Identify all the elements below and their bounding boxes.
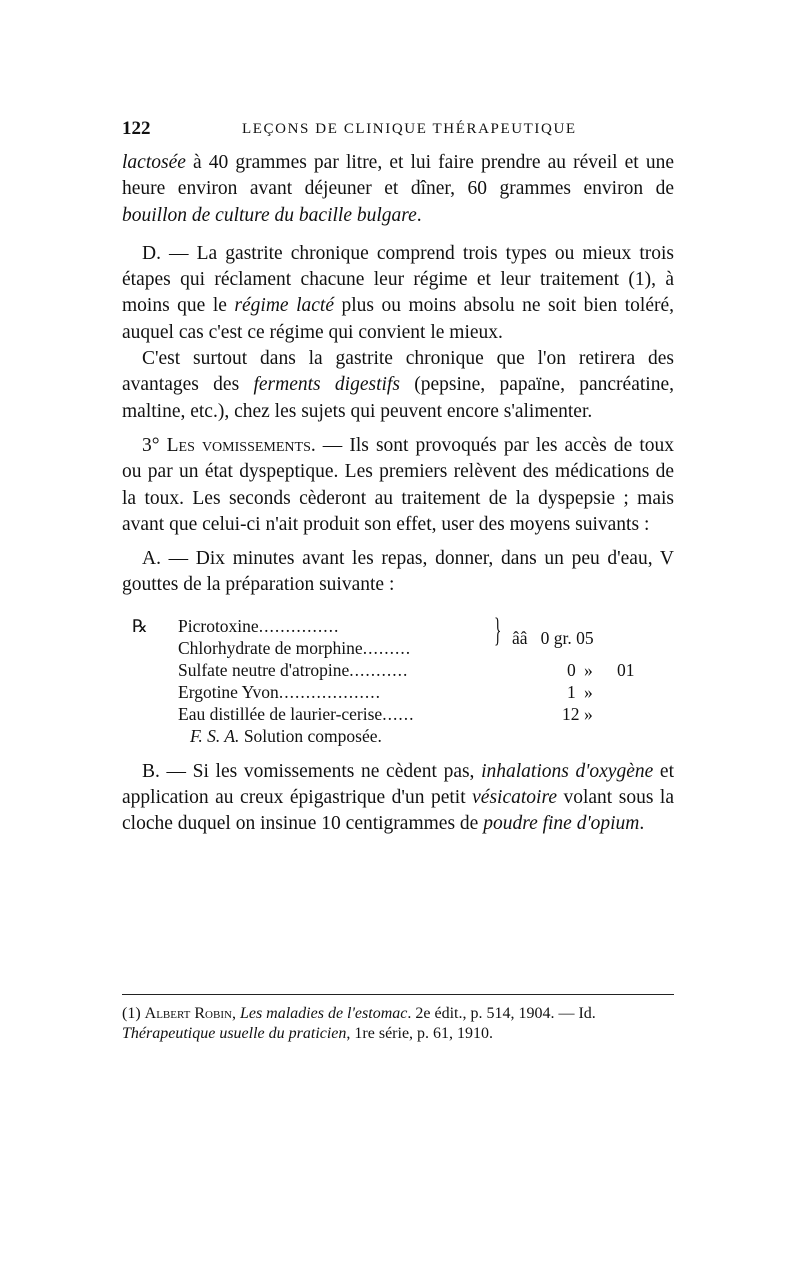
recipe-symbol: ℞: [132, 615, 148, 636]
text-run: D. — La gastrite chronique comprend trois types ou mieux trois étapes qui réclament chacune leur régime et leur traitement (1), à moins que le: [122, 242, 674, 317]
italic-term: lactosée: [122, 152, 186, 173]
paragraph-gastrite-chronique: [122, 241, 674, 346]
italic-term: inhalations d'oxygène: [481, 760, 654, 782]
quantity-ditto: »: [584, 703, 593, 724]
text-run: à 40 grammes par litre, et lui faire prendre au réveil et une heure environ avant déjeuner et dîner, 60 grammes environ de: [122, 152, 674, 200]
text-run: plus ou moins absolu ne soit bien toléré, auquel cas c'est ce régime qui convient le mieux.: [122, 295, 674, 343]
paragraph-dix-minutes: [122, 546, 674, 599]
text-run: .: [639, 813, 645, 835]
book-title: Thérapeutique usuelle du praticien: [122, 1025, 347, 1042]
text-run: A. — Dix minutes avant les repas, donner, dans un peu d'eau, V gouttes de la préparation suivante :: [122, 548, 674, 596]
running-title: LEÇONS DE CLINIQUE THÉRAPEUTIQUE: [242, 121, 577, 137]
brace-symbol: }: [494, 611, 502, 649]
prescription-formula: [122, 613, 674, 747]
paragraph-lactosee: [122, 150, 674, 229]
text-run: Solution composée.: [239, 725, 382, 746]
text-run: (pepsine, papaïne, pancréatine, maltine, etc.), chez les sujets qui peuvent encore s'alimenter.: [122, 374, 674, 422]
page-body: [122, 150, 674, 838]
italic-term: régime lacté: [234, 295, 334, 317]
quantity: 0: [567, 659, 576, 680]
quantity: 1: [567, 681, 576, 702]
formula-instruction: [190, 723, 382, 749]
page-number: 122: [122, 118, 151, 139]
text-run: volant sous la cloche duquel on insinue 10 centigrammes de: [122, 787, 674, 835]
footnote: [122, 1004, 674, 1044]
quantity: 12: [562, 703, 580, 724]
footnote-text: (1) Albert Robin, Les maladies de l'estomac. 2e édit., p. 514, 1904. — Id. Thérapeutique usuelle du praticien, 1re série, p. 61, 1910.: [122, 1005, 596, 1042]
quantity-ditto: »: [584, 659, 593, 680]
ingredient-name: Eau distillée de laurier-cerise......: [178, 703, 415, 724]
italic-term: bouillon de culture du bacille bulgare: [122, 204, 417, 226]
ingredient-name: Ergotine Yvon...................: [178, 681, 381, 702]
ingredient-name: Chlorhydrate de morphine.........: [178, 637, 412, 658]
formula-row: [122, 701, 674, 723]
fsa-abbrev: F. S. A.: [190, 725, 240, 746]
text-run: C'est surtout dans la gastrite chronique que l'on retirera des avantages des: [122, 348, 674, 396]
author-name: Albert Robin: [144, 1005, 232, 1022]
quantity: 01: [617, 659, 635, 680]
footnote-divider: [122, 994, 674, 995]
shared-dose: ââ 0 gr. 05: [512, 627, 594, 648]
text-run: . — Ils sont provoqués par les accès de toux ou par un état dyspeptique. Les premiers relèvent des médications de la toux. Les seconds cèderont au traitement de la dyspepsie ; mais avant que celui-ci n'ait produit son effet, user des moyens suivants :: [122, 434, 674, 535]
italic-term: ferments digestifs: [253, 374, 400, 396]
ingredient-name: Picrotoxine...............: [178, 615, 340, 636]
quantity-ditto: »: [584, 681, 593, 702]
italic-term: vésicatoire: [472, 787, 557, 809]
paragraph-vomissements: [122, 433, 674, 538]
ingredient-name: Sulfate neutre d'atropine...........: [178, 659, 409, 680]
formula-row: [122, 679, 674, 701]
page-header: [122, 118, 674, 144]
formula-row: [122, 657, 674, 679]
section-heading: Les vomissements: [166, 434, 311, 456]
italic-term: poudre fine d'opium: [483, 813, 640, 835]
text-run: B. — Si les vomissements ne cèdent pas,: [142, 760, 482, 782]
paragraph-ferments: [122, 346, 674, 425]
paragraph-si-les-vomissements: [122, 759, 674, 838]
book-title: Les maladies de l'estomac: [239, 1005, 408, 1022]
text-run: 3°: [142, 434, 167, 456]
text-run: et application au creux épigastrique d'un petit: [122, 760, 674, 809]
text-run: .: [416, 204, 422, 226]
